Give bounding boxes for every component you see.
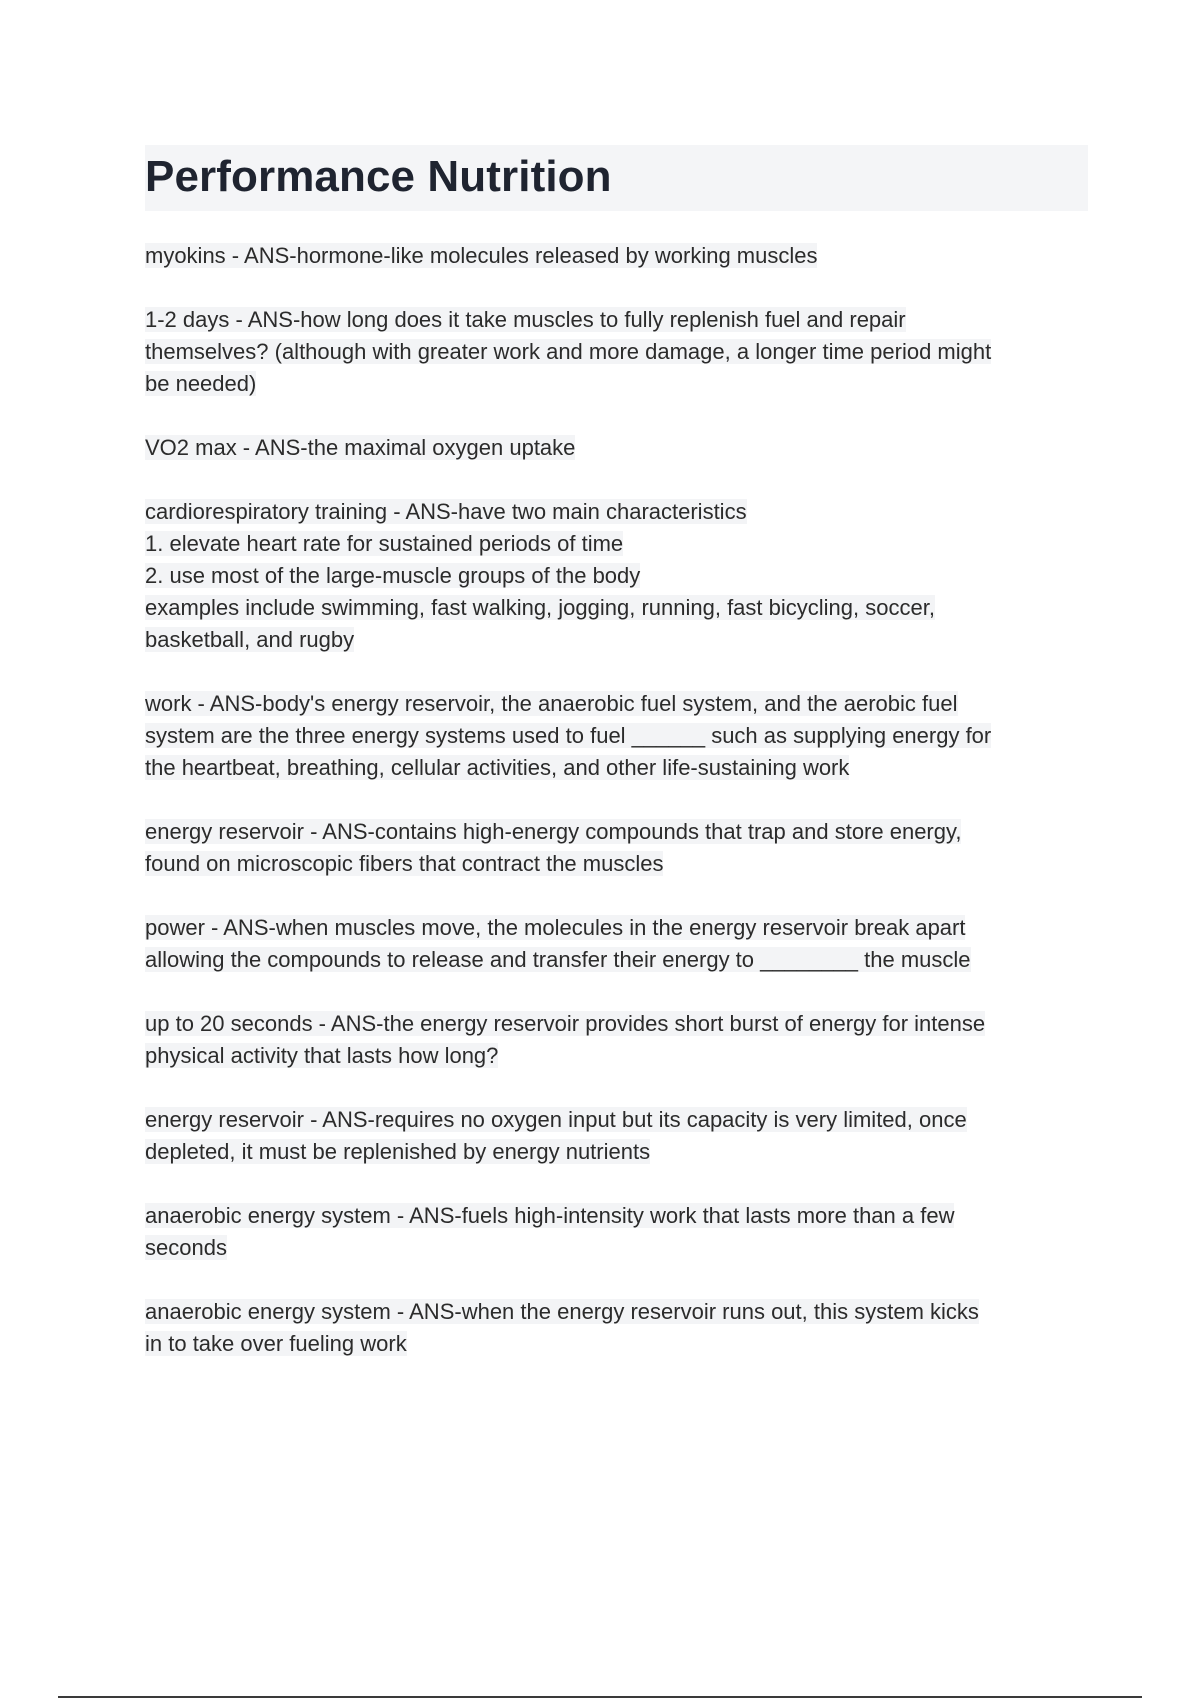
flashcard-entry bbox=[145, 304, 1090, 400]
entry-line bbox=[145, 1328, 1090, 1360]
entry-line-text: physical activity that lasts how long? bbox=[145, 1043, 499, 1068]
entry-line bbox=[145, 1040, 1090, 1072]
entry-line bbox=[145, 944, 1090, 976]
entry-line bbox=[145, 752, 1090, 784]
entry-line-text: be needed) bbox=[145, 371, 257, 396]
entry-line bbox=[145, 1200, 1090, 1232]
entry-line-text: 1-2 days - ANS-how long does it take muscles to fully replenish fuel and repair bbox=[145, 307, 906, 332]
entry-line bbox=[145, 1008, 1090, 1040]
flashcard-entry bbox=[145, 912, 1090, 976]
entry-line bbox=[145, 304, 1090, 336]
flashcard-entry bbox=[145, 432, 1090, 464]
entry-line bbox=[145, 496, 1090, 528]
entry-line-text: VO2 max - ANS-the maximal oxygen uptake bbox=[145, 435, 576, 460]
entry-line bbox=[145, 1296, 1090, 1328]
flashcard-list bbox=[145, 240, 1090, 1392]
entry-line-text: examples include swimming, fast walking, jogging, running, fast bicycling, soccer, bbox=[145, 595, 935, 620]
entry-line bbox=[145, 336, 1090, 368]
flashcard-entry bbox=[145, 688, 1090, 784]
entry-line-text: seconds bbox=[145, 1235, 227, 1260]
flashcard-entry bbox=[145, 816, 1090, 880]
title-banner bbox=[145, 145, 1088, 211]
entry-line-text: energy reservoir - ANS-requires no oxygen input but its capacity is very limited, once bbox=[145, 1107, 967, 1132]
flashcard-entry bbox=[145, 1200, 1090, 1264]
entry-line bbox=[145, 816, 1090, 848]
entry-line-text: energy reservoir - ANS-contains high-energy compounds that trap and store energy, bbox=[145, 819, 962, 844]
entry-line-text: the heartbeat, breathing, cellular activities, and other life-sustaining work bbox=[145, 755, 850, 780]
entry-line-text: work - ANS-body's energy reservoir, the anaerobic fuel system, and the aerobic fuel bbox=[145, 691, 958, 716]
entry-line bbox=[145, 1136, 1090, 1168]
entry-line-text: anaerobic energy system - ANS-when the energy reservoir runs out, this system kicks bbox=[145, 1299, 979, 1324]
entry-line-text: depleted, it must be replenished by energy nutrients bbox=[145, 1139, 651, 1164]
entry-line-text: myokins - ANS-hormone-like molecules released by working muscles bbox=[145, 243, 818, 268]
entry-line bbox=[145, 688, 1090, 720]
entry-line-text: up to 20 seconds - ANS-the energy reservoir provides short burst of energy for intense bbox=[145, 1011, 986, 1036]
entry-line-text: basketball, and rugby bbox=[145, 627, 355, 652]
entry-line-text: 2. use most of the large-muscle groups of the body bbox=[145, 563, 641, 588]
footer-divider bbox=[58, 1696, 1142, 1698]
entry-line bbox=[145, 848, 1090, 880]
flashcard-entry bbox=[145, 496, 1090, 656]
entry-line-text: 1. elevate heart rate for sustained periods of time bbox=[145, 531, 624, 556]
flashcard-entry bbox=[145, 1296, 1090, 1360]
entry-line bbox=[145, 432, 1090, 464]
entry-line bbox=[145, 624, 1090, 656]
entry-line-text: system are the three energy systems used to fuel ______ such as supplying energy for bbox=[145, 723, 992, 748]
entry-line-text: themselves? (although with greater work and more damage, a longer time period might bbox=[145, 339, 992, 364]
entry-line-text: found on microscopic fibers that contract the muscles bbox=[145, 851, 664, 876]
entry-line bbox=[145, 912, 1090, 944]
entry-line-text: anaerobic energy system - ANS-fuels high-intensity work that lasts more than a few bbox=[145, 1203, 955, 1228]
flashcard-entry bbox=[145, 240, 1090, 272]
entry-line bbox=[145, 560, 1090, 592]
entry-line-text: in to take over fueling work bbox=[145, 1331, 407, 1356]
entry-line bbox=[145, 592, 1090, 624]
entry-line-text: cardiorespiratory training - ANS-have two main characteristics bbox=[145, 499, 747, 524]
entry-line-text: allowing the compounds to release and transfer their energy to ________ the muscle bbox=[145, 947, 971, 972]
entry-line-text: power - ANS-when muscles move, the molecules in the energy reservoir break apart bbox=[145, 915, 966, 940]
entry-line bbox=[145, 1104, 1090, 1136]
entry-line bbox=[145, 240, 1090, 272]
flashcard-entry bbox=[145, 1008, 1090, 1072]
entry-line bbox=[145, 1232, 1090, 1264]
entry-line bbox=[145, 528, 1090, 560]
entry-line bbox=[145, 368, 1090, 400]
entry-line bbox=[145, 720, 1090, 752]
flashcard-entry bbox=[145, 1104, 1090, 1168]
page-title: Performance Nutrition bbox=[145, 152, 612, 201]
